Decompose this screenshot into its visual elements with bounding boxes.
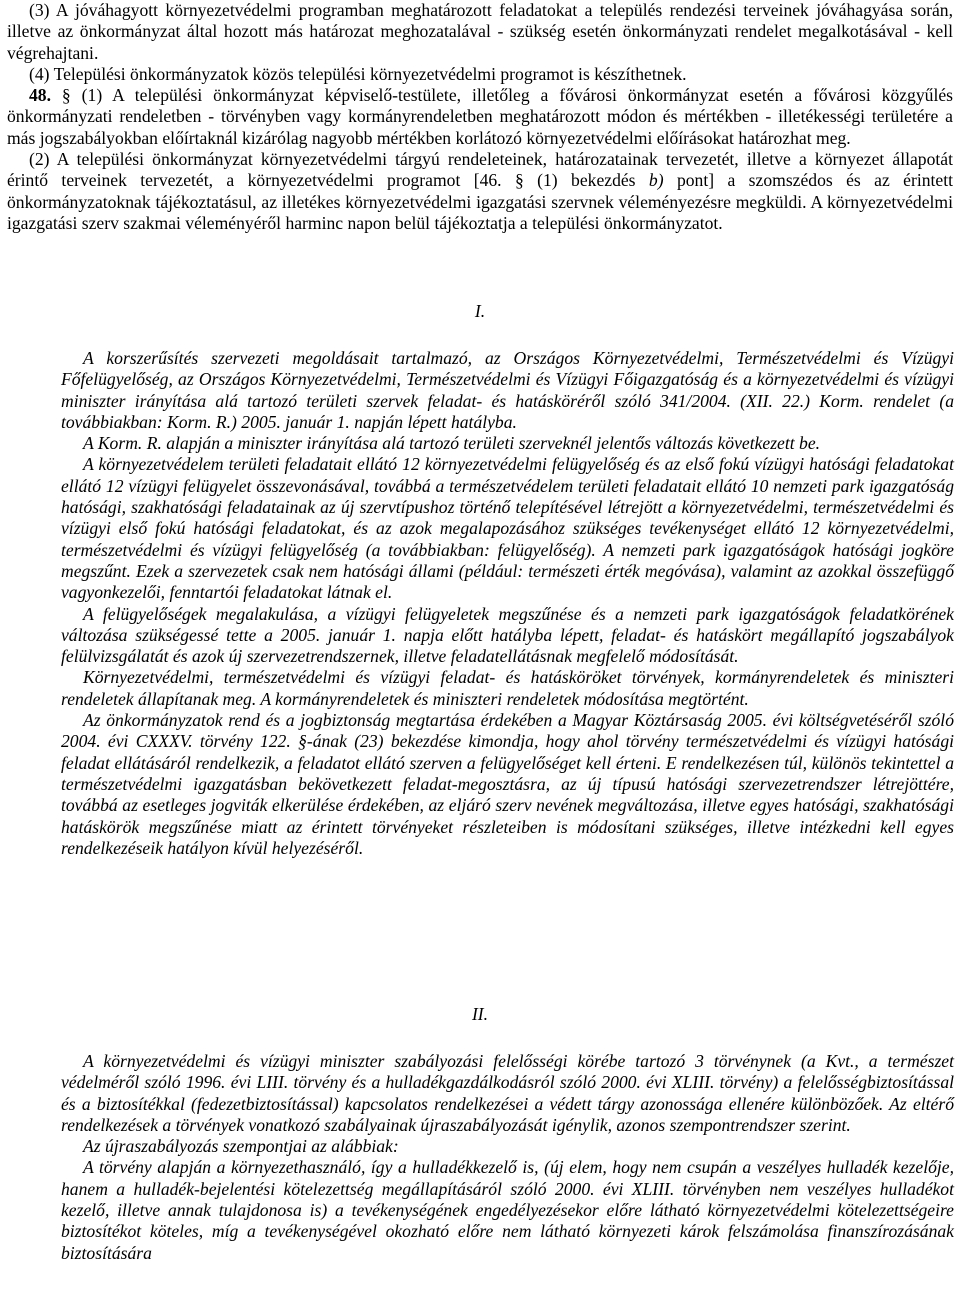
paragraph-text-a: (2) A települési önkormányzat környezetvédelmi tárgyú rendeleteinek, határozatainak tervezetét, illetve a környezet állapotát érintő terveinek tervezetét, a környezetvédelmi programot [46. § (1) bekezdés [7, 149, 953, 191]
section-heading-1 [0, 300, 960, 322]
paragraph-text-c: pont] a szomszédos és az érintett önkormányzatoknak tájékoztatásul, az illetékes környezetvédelmi igazgatási szervnek véleményezésre megküldi. A környezetvédelmi igazgatási szerv szakmai véleményéről harminc napon belül tájékoztatja a települési önkormányzatot. [7, 170, 953, 233]
reasoning-section-1 [0, 348, 960, 859]
heading-roman-two: II. [471, 1004, 489, 1024]
reasoning-paragraph: A környezetvédelem területi feladatait ellátó 12 környezetvédelmi felügyelőség és az első fokú vízügyi hatósági feladatokat ellátó 12 vízügyi felügyelet összevonásával, továbbá a természetvédelem területi feladatait ellátó 10 nemzeti park igazgatóság hatósági, szakhatósági feladatainak az új szervtípushoz történő telepítésével létrejött a környezetvédelmi, természetvédelmi és vízügyi első fokú hatósági feladatokat, és az azok megalapozásához szükséges tevékenységet ellátó 12 környezetvédelmi, természetvédelmi és vízügyi felügyelőség (a továbbiakban: felügyelőség). A nemzeti park igazgatóságok hatósági jogköre megszűnt. Ezek a szervezetek csak nem hatósági állami (például: természeti érték megóvása), valamint az azokkal összefüggő vagyonkezelői, fenntartói feladatokat látnak el. [61, 454, 954, 603]
section-number: 48. [29, 85, 51, 106]
reasoning-paragraph: Az önkormányzatok rend és a jogbiztonság megtartása érdekében a Magyar Köztársaság 2005. évi költségvetéséről szóló 2004. évi CXXXV. törvény 122. §-ának (23) bekezdése kimondja, hogy ahol törvény természetvédelmi és vízügyi hatósági feladat ellátásáról rendelkezik, a feladatot ellátó szerven a felügyelőséget kell érteni. E rendelkezésen túl, különös tekintettel a természetvédelmi igazgatásban bekövetkezett feladat-megosztásra, az új típusú hatósági szervezetrendszer létrejöttére, továbbá az esetleges jogviták elkerülése érdekében, az eljáró szerv nevének megváltozása, illetve egyes hatósági, szakhatósági hatáskörök megszűnése miatt az érintett törvényeket részleteiben is módosítani szükséges, illetve intézkedni kell egyes rendelkezéseik hatályon kívül helyezéséről. [61, 710, 954, 858]
reasoning-paragraph: Környezetvédelmi, természetvédelmi és vízügyi feladat- és hatásköröket törvények, kormányrendeletek és miniszteri rendeletek állapítanak meg. A kormányrendeletek és miniszteri rendeletek módosítása megtörtént. [61, 667, 954, 709]
paragraph-48-4: (4) Települési önkormányzatok közös települési környezetvédelmi programot is készíthetnek. [29, 63, 687, 84]
paragraph-48-section [0, 85, 960, 149]
reasoning-section-2 [0, 1051, 960, 1264]
reasoning-paragraph: A törvény alapján a környezethasználó, így a hulladékkezelő is, (új elem, hogy nem csupán a veszélyes hulladék kezelője, hanem a hulladék-bejelentési kötelezettség megállapításáról szóló 2000. évi XLIII. törvényben nem veszélyes hulladékot kezelő, illetve annak tulajdonosa is) a tevékenységének engedélyezésekor előre látható környezetvédelmi kötelezettségeire biztosítékot köteles, míg a tevékenységével okozható előre nem látható környezeti károk felszámolása finanszírozásának biztosítására [61, 1157, 954, 1263]
reasoning-paragraph: A felügyelőségek megalakulása, a vízügyi felügyeletek megszűnése és a nemzeti park igazgatóságok feladatkörének változása szükségessé tette a 2005. január 1. napja előtt hatályba lépett, feladat- és hatáskört megállapító jogszabályok felülvizsgálatát és azok új szervezetrendszernek, illetve feladatellátásnak megfelelő módosítását. [61, 603, 954, 667]
paragraph-48-3: (3) A jóváhagyott környezetvédelmi programban meghatározott feladatokat a település rendezési terveinek jóváhagyása során, illetve az önkormányzat által hozott más határozat meghozatalával - szükség esetén önkormányzati rendelet megalkotásával - kell végrehajtani. [7, 0, 953, 63]
reasoning-paragraph: A Korm. R. alapján a miniszter irányítása alá tartozó területi szerveknél jelentős változás következett be. [83, 433, 821, 454]
paragraph-48-2 [0, 149, 960, 234]
reasoning-paragraph: Az újraszabályozás szempontjai az alábbiak: [83, 1136, 399, 1157]
law-text-section [0, 0, 960, 234]
reasoning-paragraph: A környezetvédelmi és vízügyi miniszter szabályozási felelősségi körébe tartozó 3 törvénynek (a Kvt., a természet védelméről szóló 1996. évi LIII. törvény és a hulladékgazdálkodásról szóló 2000. évi XLIII. törvény) a felelősségbiztosítással és a biztosítékkal (fedezetbiztosítással) kapcsolatos rendelkezései a védett tárgy azonossága ellenére különbözőek. Az eltérő rendelkezések a törvények vonatkozó szabályainak újraszabályozását igénylik, azonos szempontrendszer szerint. [61, 1051, 954, 1135]
point-reference: b) [648, 170, 664, 191]
section-heading-2 [0, 1003, 960, 1025]
heading-roman-one: I. [474, 301, 486, 321]
reasoning-paragraph: A korszerűsítés szervezeti megoldásait tartalmazó, az Országos Környezetvédelmi, Természetvédelmi és Vízügyi Főfelügyelőség, az Országos Környezetvédelmi, Természetvédelmi és Vízügyi Főigazgatóság és a környezetvédelmi és vízügyi miniszter irányítása alá tartozó területi szervek feladat- és hatásköréről szóló 341/2004. (XII. 22.) Korm. rendelet (a továbbiakban: Korm. R.) 2005. január 1. napján lépett hatályba. [61, 348, 954, 432]
section-text: § (1) A települési önkormányzat képviselő-testülete, illetőleg a fővárosi önkormányzat esetén a fővárosi közgyűlés önkormányzati rendeletben - törvényben vagy kormányrendeletben meghatározott módon és mértékben - illetékességi területére a más jogszabályokban előírtaknál kizárólag nagyobb mértékben korlátozó környezetvédelmi előírásokat határozhat meg. [7, 85, 953, 148]
